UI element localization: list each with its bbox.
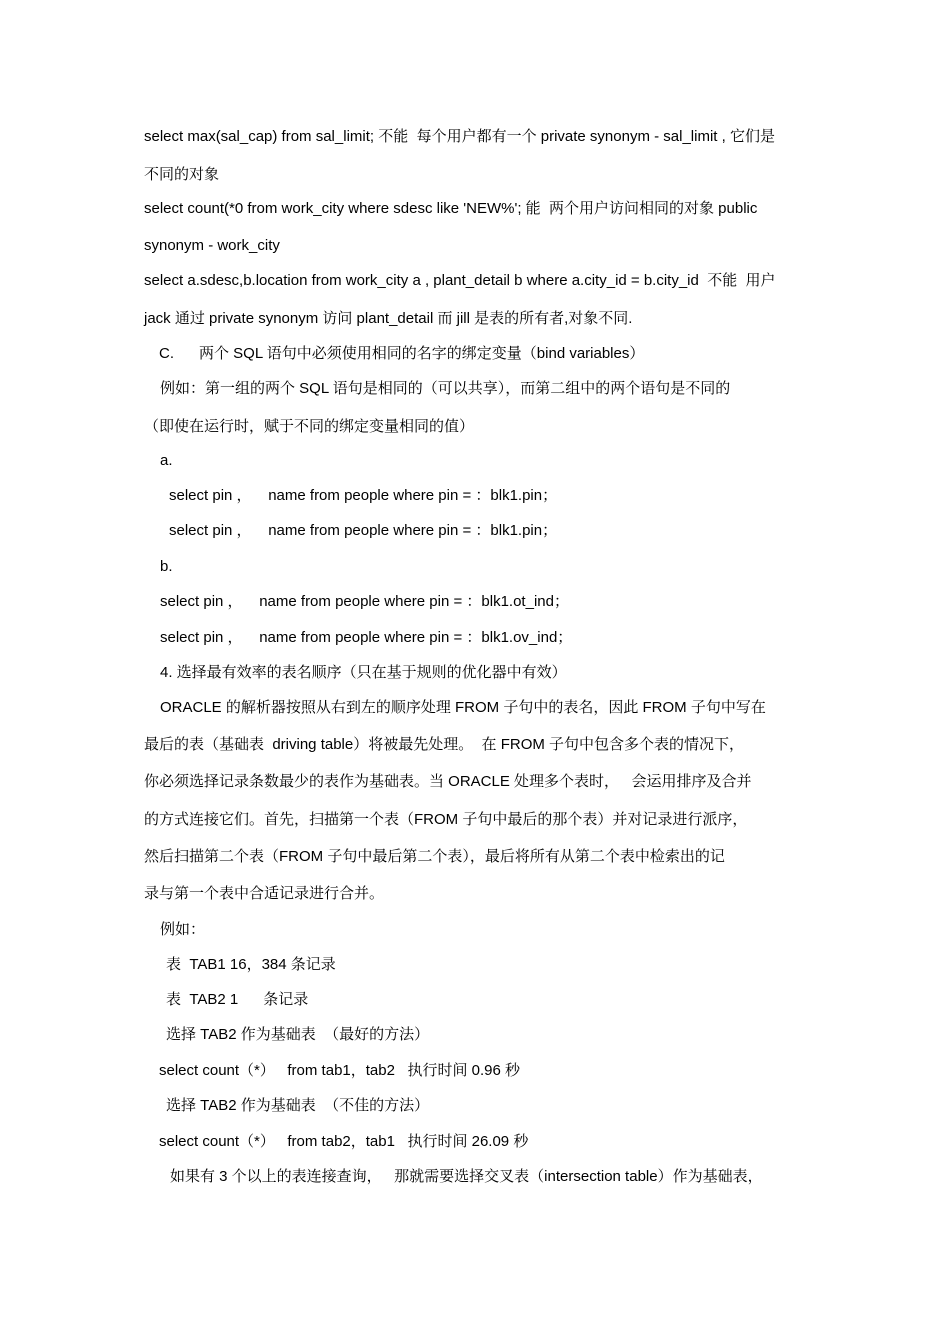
text-line: select max(sal_cap) from sal_limit; 不能 每个用户都有一个 private synonym - sal_limit , 它们是 (144, 128, 775, 145)
text-line: select count(*0 from work_city where sdesc like 'NEW%'; 能 两个用户访问相同的对象 public (144, 200, 758, 217)
text-line: 你必须选择记录条数最少的表作为基础表。当 ORACLE 处理多个表时， 会运用排序及合并 (144, 773, 752, 790)
text-line: 然后扫描第二个表（FROM 子句中最后第二个表），最后将所有从第二个表中检索出的记 (144, 848, 725, 865)
text-line: a. (160, 452, 173, 469)
text-line: 录与第一个表中合适记录进行合并。 (144, 885, 385, 902)
text-line: jack 通过 private synonym 访问 plant_detail 而 jill 是表的所有者,对象不同. (144, 310, 633, 327)
code-line: select pin ， name from people where pin = ：blk1.ot_ind； (160, 593, 569, 610)
text-line: b. (160, 558, 173, 575)
text-line: （即使在运行时，赋于不同的绑定变量相同的值） (144, 418, 475, 435)
text-line: 表 TAB2 1 条记录 (166, 991, 309, 1008)
text-line: 表 TAB1 16，384 条记录 (166, 956, 336, 973)
text-line: ORACLE 的解析器按照从右到左的顺序处理 FROM 子句中的表名，因此 FROM 子句中写在 (160, 699, 766, 716)
text-line: 不同的对象 (144, 166, 220, 183)
text-line: 例如： (160, 921, 206, 938)
section-heading: 4. 选择最有效率的表名顺序（只在基于规则的优化器中有效） (160, 664, 567, 681)
code-line: select count（*） from tab1，tab2 执行时间 0.96 秒 (159, 1062, 520, 1079)
code-line: select count（*） from tab2，tab1 执行时间 26.09 秒 (159, 1133, 529, 1150)
code-line: select pin ， name from people where pin = ：blk1.pin； (169, 487, 558, 504)
code-line: select pin ， name from people where pin = ：blk1.pin； (169, 522, 558, 539)
text-line: C. 两个 SQL 语句中必须使用相同的名字的绑定变量（bind variables） (159, 345, 645, 362)
text-line: 选择 TAB2 作为基础表 （最好的方法） (166, 1026, 430, 1043)
text-line: 如果有 3 个以上的表连接查询， 那就需要选择交叉表（intersection table）作为基础表， (170, 1168, 763, 1185)
code-line: select pin ， name from people where pin = ：blk1.ov_ind； (160, 629, 573, 646)
text-line: 的方式连接它们。首先，扫描第一个表（FROM 子句中最后的那个表）并对记录进行派序， (144, 811, 748, 828)
text-line: 例如：第一组的两个 SQL 语句是相同的（可以共享），而第二组中的两个语句是不同的 (160, 380, 731, 397)
text-line: 最后的表（基础表 driving table）将被最先处理。 在 FROM 子句中包含多个表的情况下， (144, 736, 745, 753)
text-line: select a.sdesc,b.location from work_city a , plant_detail b where a.city_id = b.city_id 不能 用户 (144, 272, 776, 289)
text-line: synonym - work_city (144, 237, 280, 254)
text-line: 选择 TAB2 作为基础表 （不佳的方法） (166, 1097, 430, 1114)
